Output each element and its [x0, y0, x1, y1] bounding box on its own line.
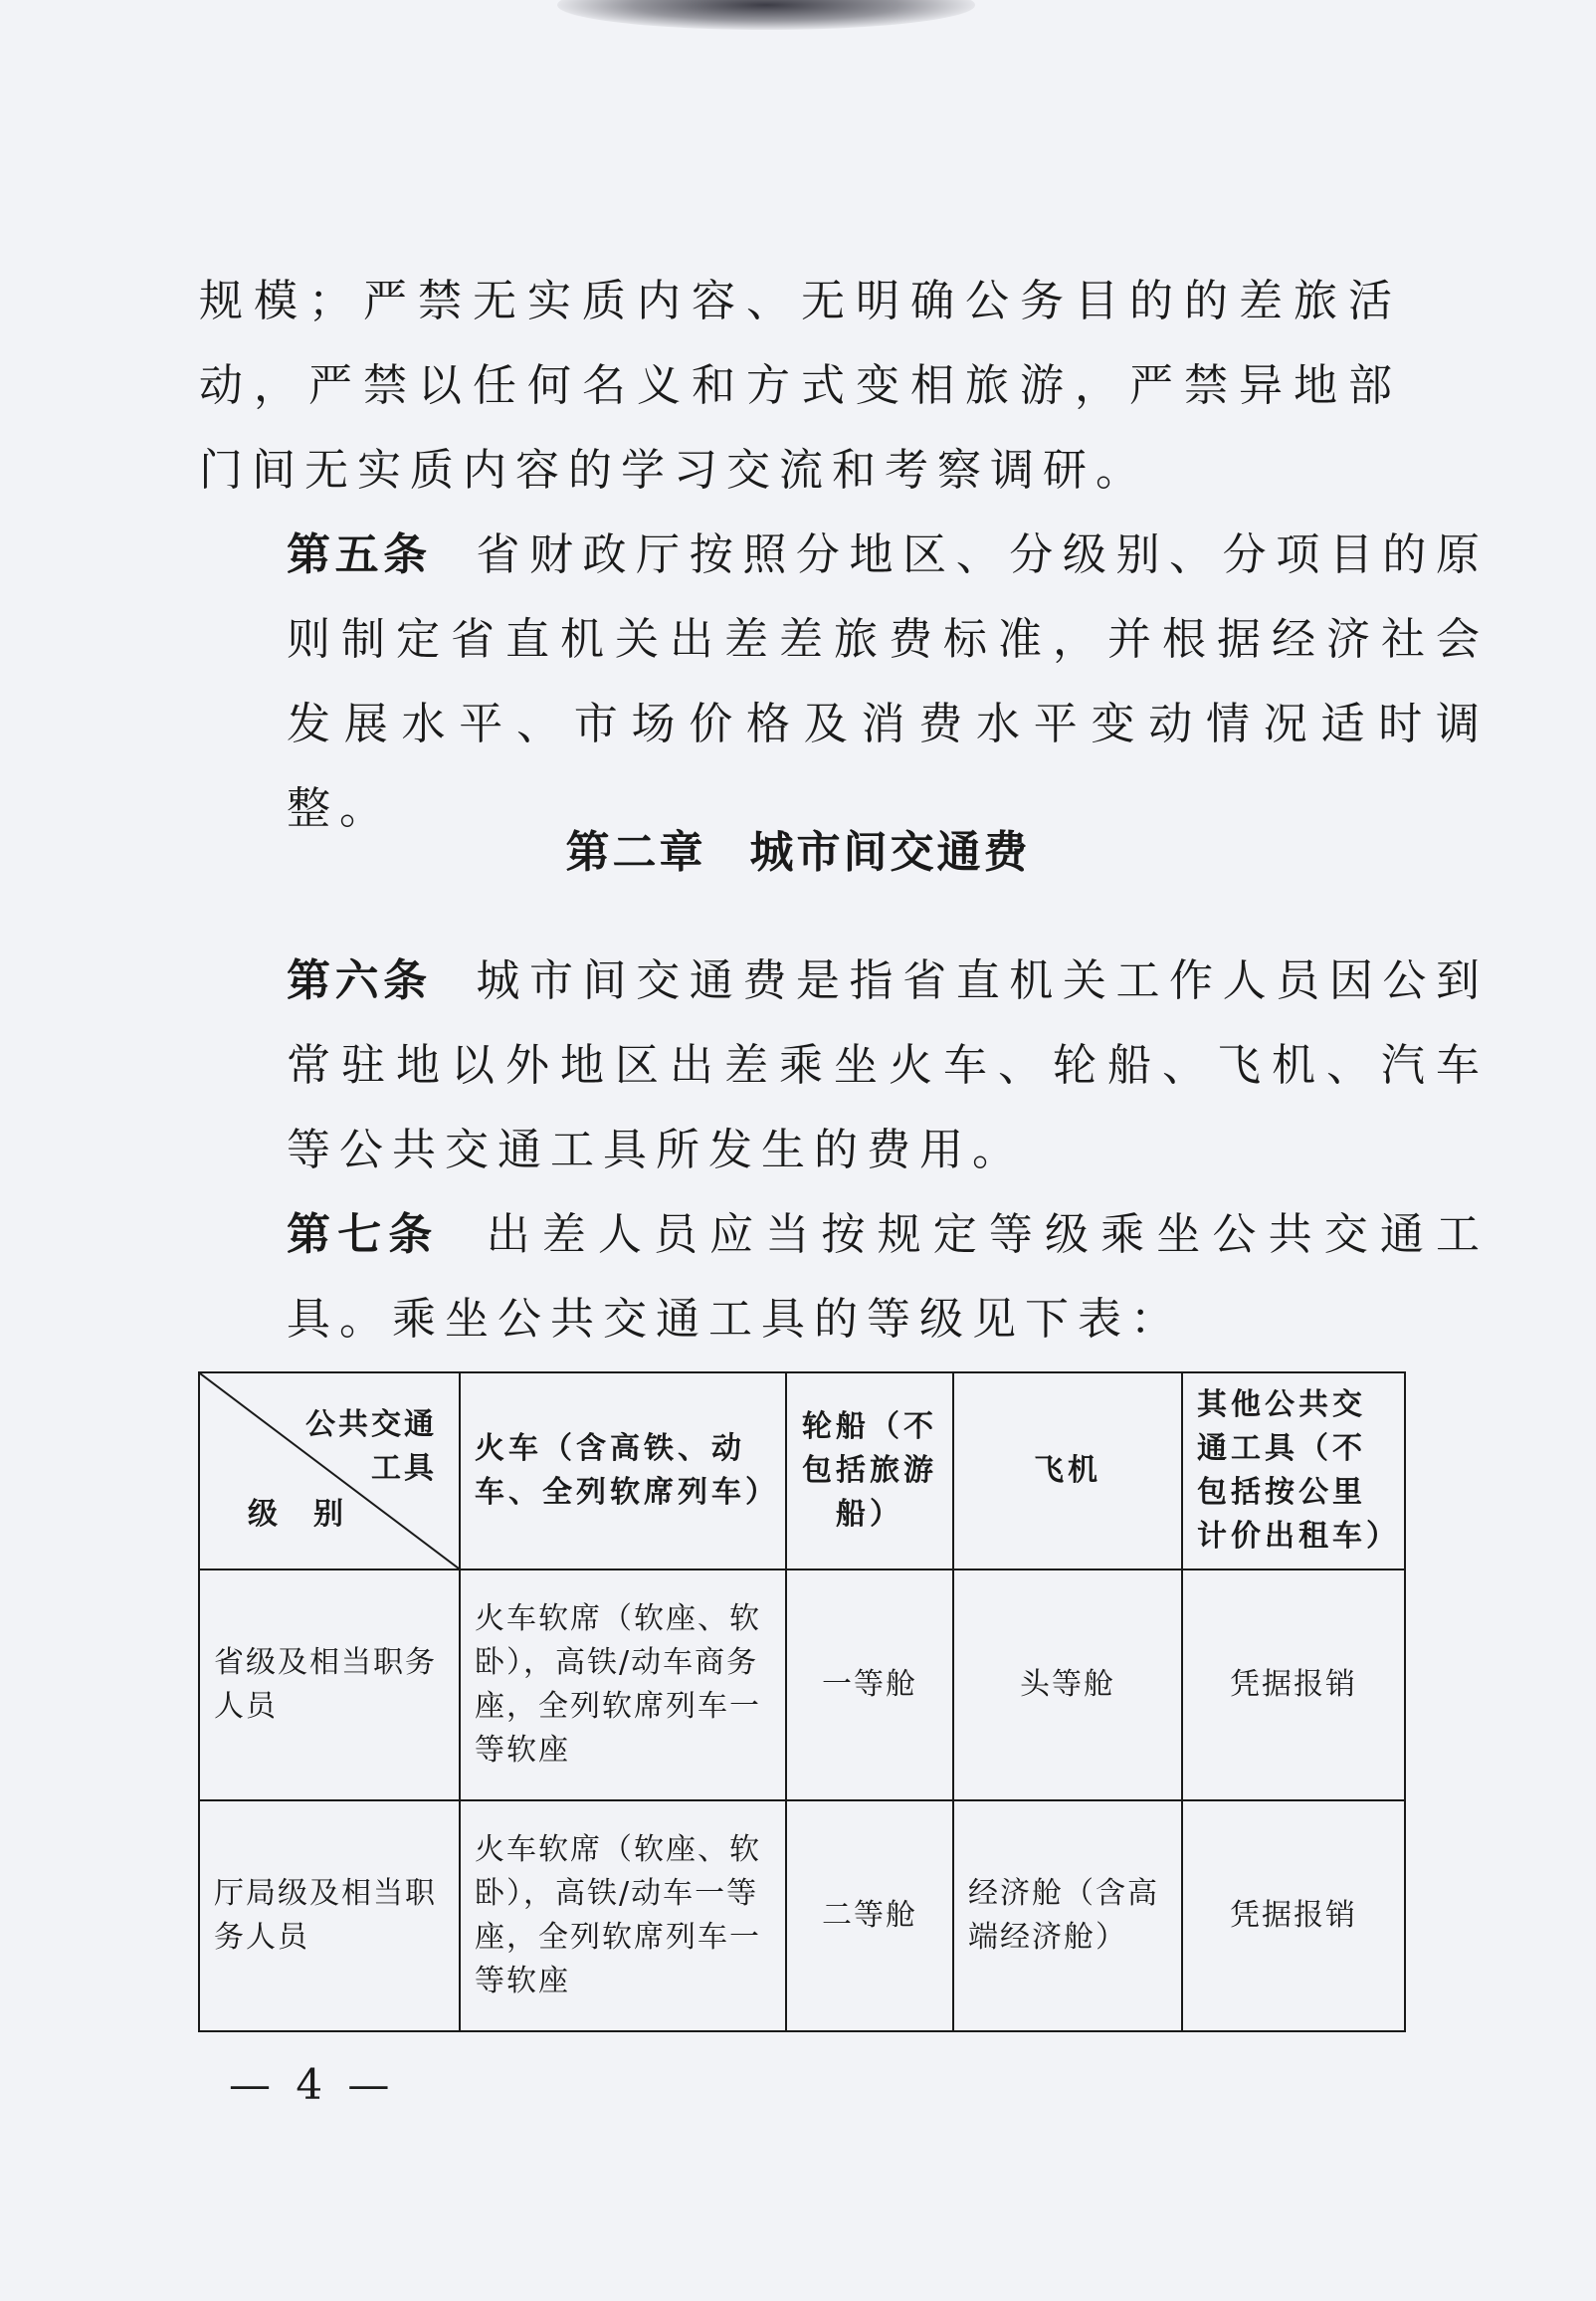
header-ship: 轮船（不包括旅游船）	[786, 1372, 953, 1569]
article-7-text: 出差人员应当按规定等级乘坐公共交通工具。乘坐公共交通工具的等级见下表：	[287, 1209, 1490, 1345]
corner-label-level: 级 别	[248, 1497, 346, 1532]
table-row	[199, 1800, 1405, 2031]
row-train: 火车软席（软座、软卧），高铁/动车一等座，全列软席列车一等软座	[460, 1800, 786, 2031]
header-plane: 飞机	[953, 1372, 1182, 1569]
article-6-label: 第六条	[287, 955, 432, 1006]
chapter-title: 城市间交通费	[749, 827, 1031, 878]
row-ship: 一等舱	[786, 1569, 953, 1800]
row-level: 省级及相当职务人员	[199, 1569, 460, 1800]
table-header-row	[199, 1372, 1405, 1569]
corner-label-transport: 公共交通 工具	[305, 1407, 437, 1486]
header-other: 其他公共交通工具（不包括按公里计价出租车）	[1182, 1372, 1405, 1569]
row-plane: 头等舱	[953, 1569, 1182, 1800]
row-level: 厅局级及相当职务人员	[199, 1800, 460, 2031]
table-corner-cell	[199, 1372, 460, 1569]
row-ship: 二等舱	[786, 1800, 953, 2031]
scan-edge-shadow	[557, 0, 975, 30]
row-plane: 经济舱（含高端经济舱）	[953, 1800, 1182, 2031]
article-7-label: 第七条	[287, 1209, 440, 1260]
row-train: 火车软席（软座、软卧），高铁/动车商务座，全列软席列车一等软座	[460, 1569, 786, 1800]
article-6	[199, 939, 1489, 1192]
article-5	[199, 513, 1489, 851]
row-other: 凭据报销	[1182, 1569, 1405, 1800]
article-5-text: 省财政厅按照分地区、分级别、分项目的原则制定省直机关出差差旅费标准，并根据经济社会发展水平、市场价格及消费水平变动情况适时调整。	[287, 529, 1490, 834]
article-7	[199, 1192, 1489, 1361]
row-other: 凭据报销	[1182, 1800, 1405, 2031]
table-row	[199, 1569, 1405, 1800]
chapter-number: 第二章	[565, 827, 706, 878]
paragraph-continued: 规模；严禁无实质内容、无明确公务目的的差旅活动，严禁以任何名义和方式变相旅游，严禁异地部门间无实质内容的学习交流和考察调研。	[199, 276, 1401, 496]
page-number: — 4 —	[229, 2060, 396, 2109]
chapter-heading	[0, 816, 1596, 880]
transport-class-table	[198, 1371, 1406, 2032]
header-train: 火车（含高铁、动车、全列软席列车）	[460, 1372, 786, 1569]
article-5-label: 第五条	[287, 529, 432, 580]
article-6-text: 城市间交通费是指省直机关工作人员因公到常驻地以外地区出差乘坐火车、轮船、飞机、汽车等公共交通工具所发生的费用。	[287, 955, 1490, 1175]
